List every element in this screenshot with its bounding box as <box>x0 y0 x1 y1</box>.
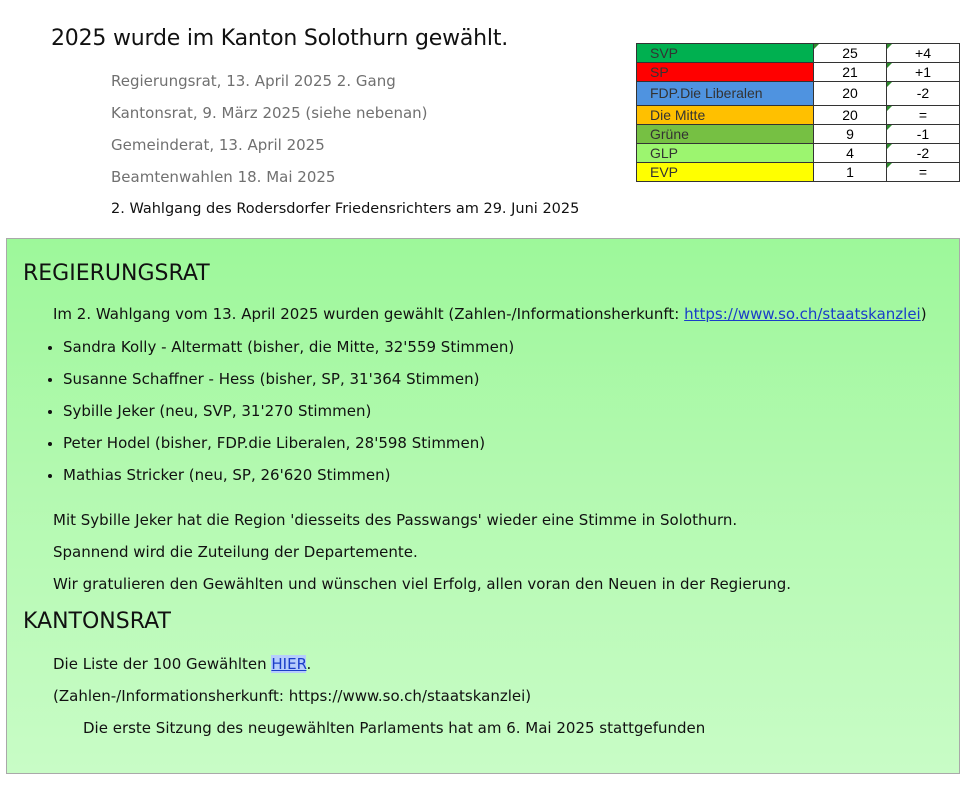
elected-list-item <box>63 370 480 388</box>
party-name: FDP.Die Liberalen <box>637 82 814 106</box>
elected-list-item <box>63 466 391 484</box>
election-item-beamtenwahlen: Beamtenwahlen 18. Mai 2025 <box>111 168 336 186</box>
party-seats: 4 <box>814 144 887 163</box>
elected-name: Sandra Kolly - Altermatt (bisher, die Mitte, 32'559 Stimmen) <box>63 338 515 356</box>
party-seat-table <box>636 43 960 182</box>
regierungsrat-paragraph: Spannend wird die Zuteilung der Departemente. <box>53 543 418 561</box>
bullet-icon <box>48 378 52 382</box>
party-change: -2 <box>887 82 960 106</box>
election-item-gemeinderat: Gemeinderat, 13. April 2025 <box>111 136 325 154</box>
party-seats: 1 <box>814 163 887 182</box>
regierungsrat-paragraph: Mit Sybille Jeker hat die Region 'diesseits des Passwangs' wieder eine Stimme in Solothurn. <box>53 511 738 529</box>
bullet-icon <box>48 410 52 414</box>
party-row <box>637 163 960 182</box>
hier-link[interactable]: HIER <box>271 655 307 673</box>
party-seats: 20 <box>814 106 887 125</box>
party-row <box>637 63 960 82</box>
intro-text: Im 2. Wahlgang vom 13. April 2025 wurden gewählt (Zahlen-/Informationsherkunft: <box>53 305 685 323</box>
party-change: -2 <box>887 144 960 163</box>
kantonsrat-source: (Zahlen-/Informationsherkunft: https://www.so.ch/staatskanzlei) <box>53 687 532 705</box>
party-seats: 21 <box>814 63 887 82</box>
party-change: = <box>887 163 960 182</box>
elected-name: Peter Hodel (bisher, FDP.die Liberalen, 28'598 Stimmen) <box>63 434 486 452</box>
party-row <box>637 144 960 163</box>
party-name: Die Mitte <box>637 106 814 125</box>
staatskanzlei-link[interactable]: https://www.so.ch/staatskanzlei <box>684 305 921 323</box>
elected-list-item <box>63 338 514 356</box>
page-title: 2025 wurde im Kanton Solothurn gewählt. <box>51 26 509 51</box>
bullet-icon <box>48 346 52 350</box>
party-name: SVP <box>637 44 814 63</box>
party-change: +1 <box>887 63 960 82</box>
kantonsrat-heading: KANTONSRAT <box>23 609 171 634</box>
list-text: Die Liste der 100 Gewählten <box>53 655 272 673</box>
elected-list-item <box>63 434 485 452</box>
party-change: -1 <box>887 125 960 144</box>
party-row <box>637 125 960 144</box>
bullet-icon <box>48 474 52 478</box>
elected-name: Sybille Jeker (neu, SVP, 31'270 Stimmen) <box>63 402 372 420</box>
party-seats: 25 <box>814 44 887 63</box>
party-name: SP <box>637 63 814 82</box>
party-row <box>637 82 960 106</box>
party-name: Grüne <box>637 125 814 144</box>
regierungsrat-paragraph: Wir gratulieren den Gewählten und wünschen viel Erfolg, allen voran den Neuen in der Regierung. <box>53 575 792 593</box>
kantonsrat-list-line <box>53 655 311 673</box>
main-content-panel <box>6 238 960 774</box>
elected-name: Mathias Stricker (neu, SP, 26'620 Stimmen) <box>63 466 391 484</box>
party-row <box>637 44 960 63</box>
party-change: = <box>887 106 960 125</box>
party-seats: 20 <box>814 82 887 106</box>
party-seats: 9 <box>814 125 887 144</box>
regierungsrat-heading: REGIERUNGSRAT <box>23 261 210 286</box>
party-name: EVP <box>637 163 814 182</box>
bullet-icon <box>48 442 52 446</box>
elected-list-item <box>63 402 371 420</box>
party-name: GLP <box>637 144 814 163</box>
regierungsrat-intro <box>53 305 927 323</box>
kantonsrat-session: Die erste Sitzung des neugewählten Parlaments hat am 6. Mai 2025 stattgefunden <box>83 719 706 737</box>
list-end: . <box>306 655 312 673</box>
elected-name: Susanne Schaffner - Hess (bisher, SP, 31'364 Stimmen) <box>63 370 480 388</box>
party-row <box>637 106 960 125</box>
election-item-kantonsrat: Kantonsrat, 9. März 2025 (siehe nebenan) <box>111 104 428 122</box>
intro-close: ) <box>920 305 927 323</box>
party-change: +4 <box>887 44 960 63</box>
election-item-regierungsrat: Regierungsrat, 13. April 2025 2. Gang <box>111 72 396 90</box>
election-item-friedensrichter: 2. Wahlgang des Rodersdorfer Friedensrichters am 29. Juni 2025 <box>111 201 580 217</box>
